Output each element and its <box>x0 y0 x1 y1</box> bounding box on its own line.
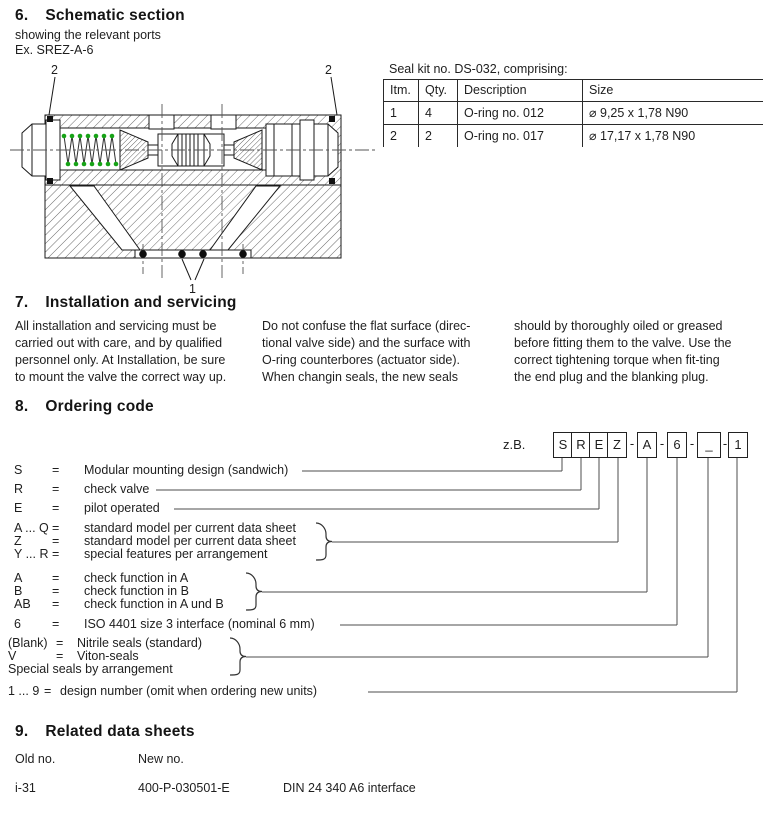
paragraph-line: before fitting them to the valve. Use the <box>514 336 732 350</box>
ordering-example-label: z.B. <box>503 437 526 452</box>
port-opening <box>149 115 174 129</box>
section-7-heading <box>15 294 237 312</box>
paragraph-line: the end plug and the blanking plug. <box>514 370 709 384</box>
equals-sign: = <box>52 501 60 515</box>
paragraph-line: to mount the valve the correct way up. <box>15 370 227 384</box>
equals-sign: = <box>52 534 60 548</box>
code-description: check function in A und B <box>84 597 224 611</box>
seal-kit-title: Seal kit no. DS-032, comprising: <box>389 62 568 76</box>
code-box-blank: _ <box>697 432 721 458</box>
table-row <box>384 102 764 125</box>
code-box-e: E <box>589 432 609 458</box>
equals-sign: = <box>52 584 60 598</box>
section-8-number: 8. <box>15 398 29 415</box>
equals-sign: = <box>56 636 64 650</box>
section-9-heading <box>15 723 195 741</box>
cell-description: O-ring no. 012 <box>458 102 583 125</box>
code-separator: - <box>722 436 728 451</box>
section-8-title: Ordering code <box>45 398 154 415</box>
code-box-r: R <box>571 432 591 458</box>
code-box-6: 6 <box>667 432 687 458</box>
section-6-title: Schematic section <box>45 7 185 24</box>
paragraph-line: All installation and servicing must be <box>15 319 217 333</box>
code-label: R <box>14 482 24 496</box>
code-label: 1 ... 9 <box>8 684 40 698</box>
new-no-value: 400-P-030501-E <box>138 781 230 795</box>
table-row <box>384 125 764 148</box>
equals-sign: = <box>44 684 52 698</box>
port-opening <box>211 115 236 129</box>
paragraph-line: carried out with care, and by qualified <box>15 336 223 350</box>
section-6-subtitle-2: Ex. SREZ-A-6 <box>15 43 94 57</box>
callout-2-right: 2 <box>325 63 332 77</box>
equals-sign: = <box>52 617 60 631</box>
header-size: Size <box>583 80 764 102</box>
installation-col-1 <box>15 318 226 386</box>
code-label: Z <box>14 534 22 548</box>
code-description: standard model per current data sheet <box>84 521 296 535</box>
code-description: ISO 4401 size 3 interface (nominal 6 mm) <box>84 617 315 631</box>
header-qty: Qty. <box>419 80 458 102</box>
code-label: (Blank) <box>8 636 48 650</box>
code-label: AB <box>14 597 31 611</box>
equals-sign: = <box>52 521 60 535</box>
code-label: S <box>14 463 23 477</box>
code-label: B <box>14 584 23 598</box>
code-box-1: 1 <box>728 432 748 458</box>
code-box-a: A <box>637 432 657 458</box>
code-description: design number (omit when ordering new units) <box>60 684 318 698</box>
table-header-row <box>384 80 764 102</box>
header-description: Description <box>458 80 583 102</box>
code-label: 6 <box>14 617 21 631</box>
code-box-z: Z <box>607 432 627 458</box>
section-6-heading <box>15 7 185 25</box>
section-7-title: Installation and servicing <box>45 294 237 311</box>
section-6-number: 6. <box>15 7 29 24</box>
installation-col-3 <box>514 318 731 386</box>
code-label: Special seals by arrangement <box>8 662 173 676</box>
equals-sign: = <box>52 597 60 611</box>
code-description: check valve <box>84 482 150 496</box>
code-label: A <box>14 571 23 585</box>
code-description: special features per arrangement <box>84 547 268 561</box>
installation-col-2 <box>262 318 470 386</box>
old-no-label: Old no. <box>15 752 56 766</box>
cell-size: ⌀ 9,25 x 1,78 N90 <box>583 102 764 125</box>
code-separator: - <box>629 436 635 451</box>
cell-description: O-ring no. 017 <box>458 125 583 148</box>
paragraph-line: correct tightening torque when fit-ting <box>514 353 720 367</box>
bottom-gallery <box>135 250 251 258</box>
paragraph-line: Do not confuse the flat surface (direc- <box>262 319 471 333</box>
equals-sign: = <box>52 463 60 477</box>
code-description: Nitrile seals (standard) <box>77 636 203 650</box>
section-8-heading <box>15 398 154 416</box>
paragraph-line: O-ring counterbores (actuator side). <box>262 353 461 367</box>
equals-sign: = <box>52 547 60 561</box>
code-label: Y ... R <box>14 547 49 561</box>
equals-sign: = <box>56 649 64 663</box>
paragraph-line: tional valve side) and the surface with <box>262 336 471 350</box>
code-description: Modular mounting design (sandwich) <box>84 463 289 477</box>
code-label: A ... Q <box>14 521 49 535</box>
code-description: pilot operated <box>84 501 160 515</box>
paragraph-line: When changin seals, the new seals <box>262 370 458 384</box>
section-7-number: 7. <box>15 294 29 311</box>
din-interface-note: DIN 24 340 A6 interface <box>283 781 416 795</box>
callout-1-bottom: 1 <box>189 282 196 296</box>
cell-itm: 1 <box>384 102 419 125</box>
schematic-drawing <box>8 60 378 300</box>
cell-qty: 2 <box>419 125 458 148</box>
cell-itm: 2 <box>384 125 419 148</box>
code-separator: - <box>659 436 665 451</box>
old-no-value: i-31 <box>15 781 36 795</box>
callout-2-left: 2 <box>51 63 58 77</box>
section-6-subtitle-1: showing the relevant ports <box>15 28 161 42</box>
section-9-number: 9. <box>15 723 29 740</box>
paragraph-line: should by thoroughly oiled or greased <box>514 319 723 333</box>
equals-sign: = <box>52 571 60 585</box>
cell-qty: 4 <box>419 102 458 125</box>
code-description: Viton-seals <box>77 649 139 663</box>
cell-size: ⌀ 17,17 x 1,78 N90 <box>583 125 764 148</box>
header-itm: Itm. <box>384 80 419 102</box>
seal-kit-table <box>383 79 763 147</box>
equals-sign: = <box>52 482 60 496</box>
code-description: check function in A <box>84 571 189 585</box>
code-box-s: S <box>553 432 573 458</box>
code-separator: - <box>689 436 695 451</box>
paragraph-line: personnel only. At Installation, be sure <box>15 353 226 367</box>
code-description: check function in B <box>84 584 189 598</box>
code-description: standard model per current data sheet <box>84 534 296 548</box>
code-label: E <box>14 501 23 515</box>
code-label: V <box>8 649 17 663</box>
new-no-label: New no. <box>138 752 184 766</box>
section-9-title: Related data sheets <box>45 723 195 740</box>
